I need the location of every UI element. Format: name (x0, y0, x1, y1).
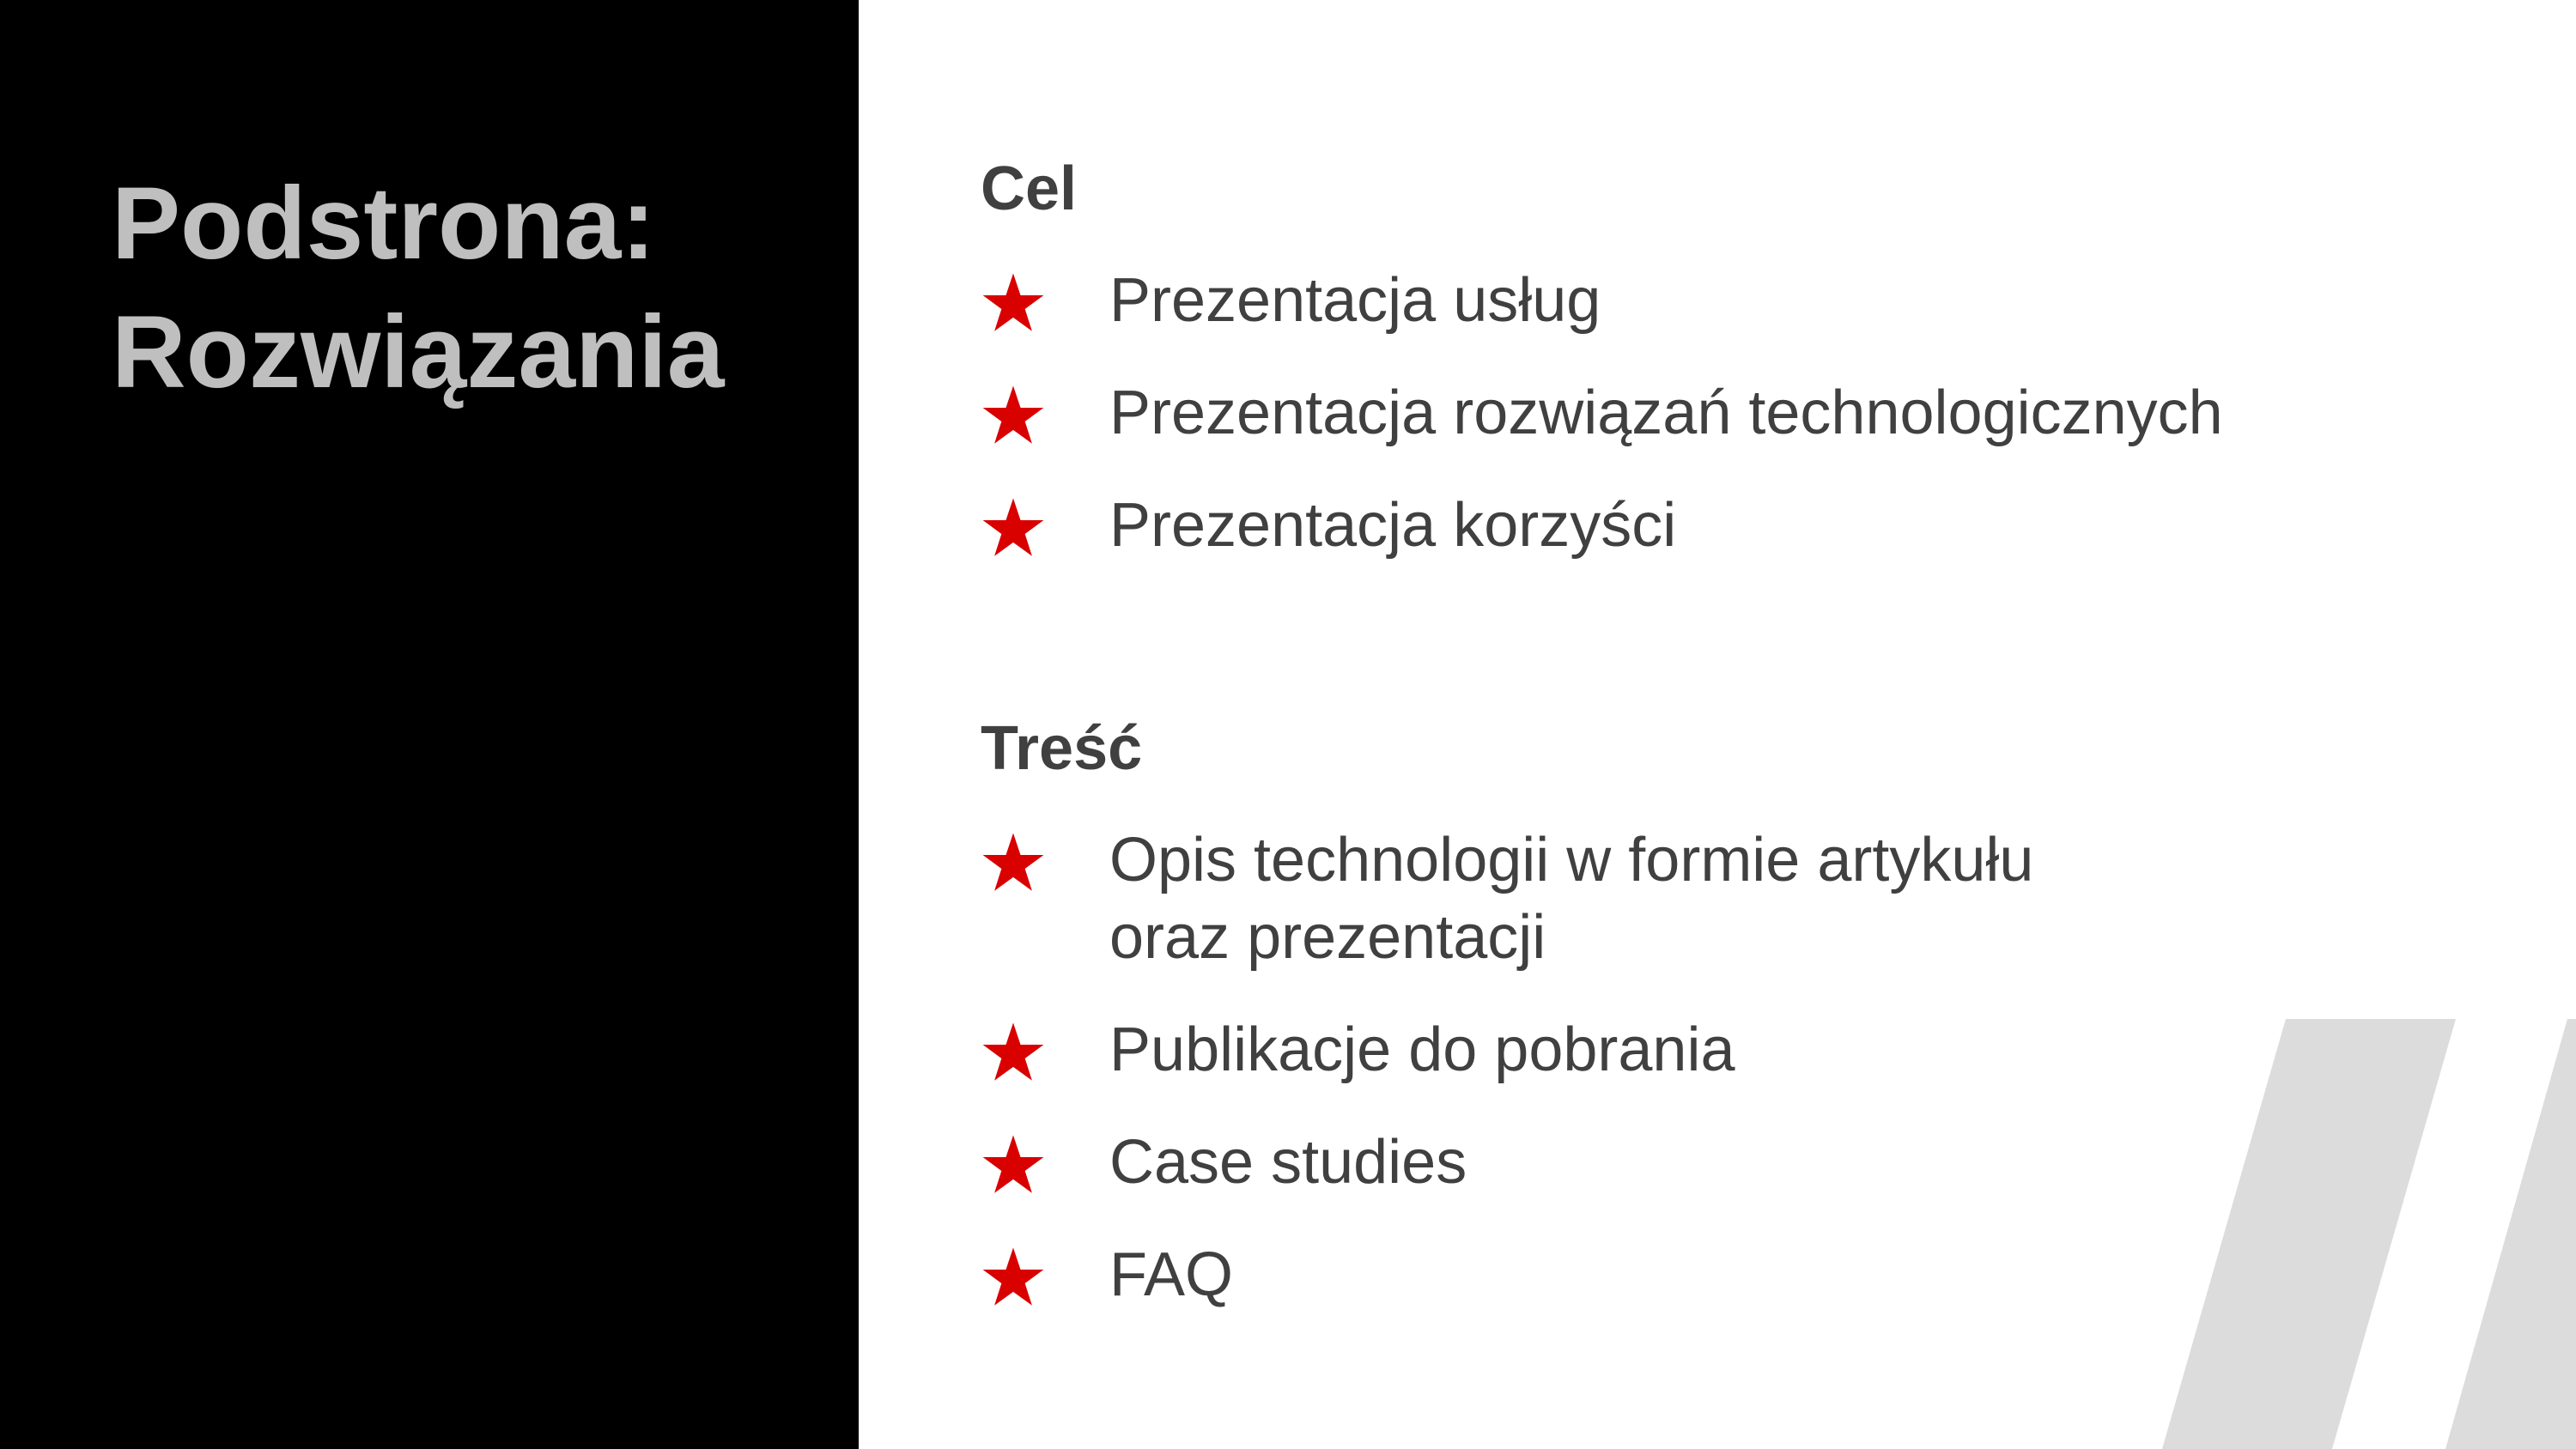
content-area (981, 150, 2440, 1313)
star-icon (981, 1246, 1046, 1312)
stripe-right-fill (2445, 1019, 2576, 1449)
star-icon (981, 832, 1046, 897)
list-item-text: FAQ (1109, 1240, 1234, 1309)
star-icon (981, 497, 1046, 562)
slide-title-line-1: Podstrona: (112, 166, 656, 281)
list-item-text-line-1: Opis technologii w formie artykułu (1109, 826, 2034, 894)
list-item-text: Case studies (1109, 1128, 1467, 1197)
list-item (981, 262, 2440, 339)
list-item (981, 1011, 2440, 1088)
star-icon (981, 385, 1046, 450)
section-content (981, 710, 2440, 1313)
stripe-right (2458, 1019, 2576, 1449)
slide-title-line-2: Rozwiązania (112, 294, 725, 409)
star-icon (981, 1022, 1046, 1087)
list-item (981, 822, 2440, 976)
section-heading-content: Treść (981, 714, 1143, 783)
star-icon (981, 1134, 1046, 1199)
list-item-text-line-2: oraz prezentacji (1109, 903, 1546, 972)
list-item-text: Publikacje do pobrania (1109, 1016, 1735, 1084)
left-panel (0, 0, 859, 1449)
list-item-text: Prezentacja usług (1109, 266, 1601, 335)
bullet-list-goal (981, 262, 2440, 564)
bullet-list-content (981, 822, 2440, 1313)
list-item-text: Prezentacja korzyści (1109, 491, 1677, 560)
section-heading-goal: Cel (981, 155, 1078, 223)
star-icon (981, 272, 1046, 337)
slide-title (112, 159, 850, 416)
list-item (981, 1236, 2440, 1313)
list-item (981, 1124, 2440, 1201)
list-item-text: Prezentacja rozwiązań technologicznych (1109, 379, 2223, 447)
section-goal (981, 150, 2440, 564)
list-item (981, 374, 2440, 452)
list-item (981, 487, 2440, 564)
